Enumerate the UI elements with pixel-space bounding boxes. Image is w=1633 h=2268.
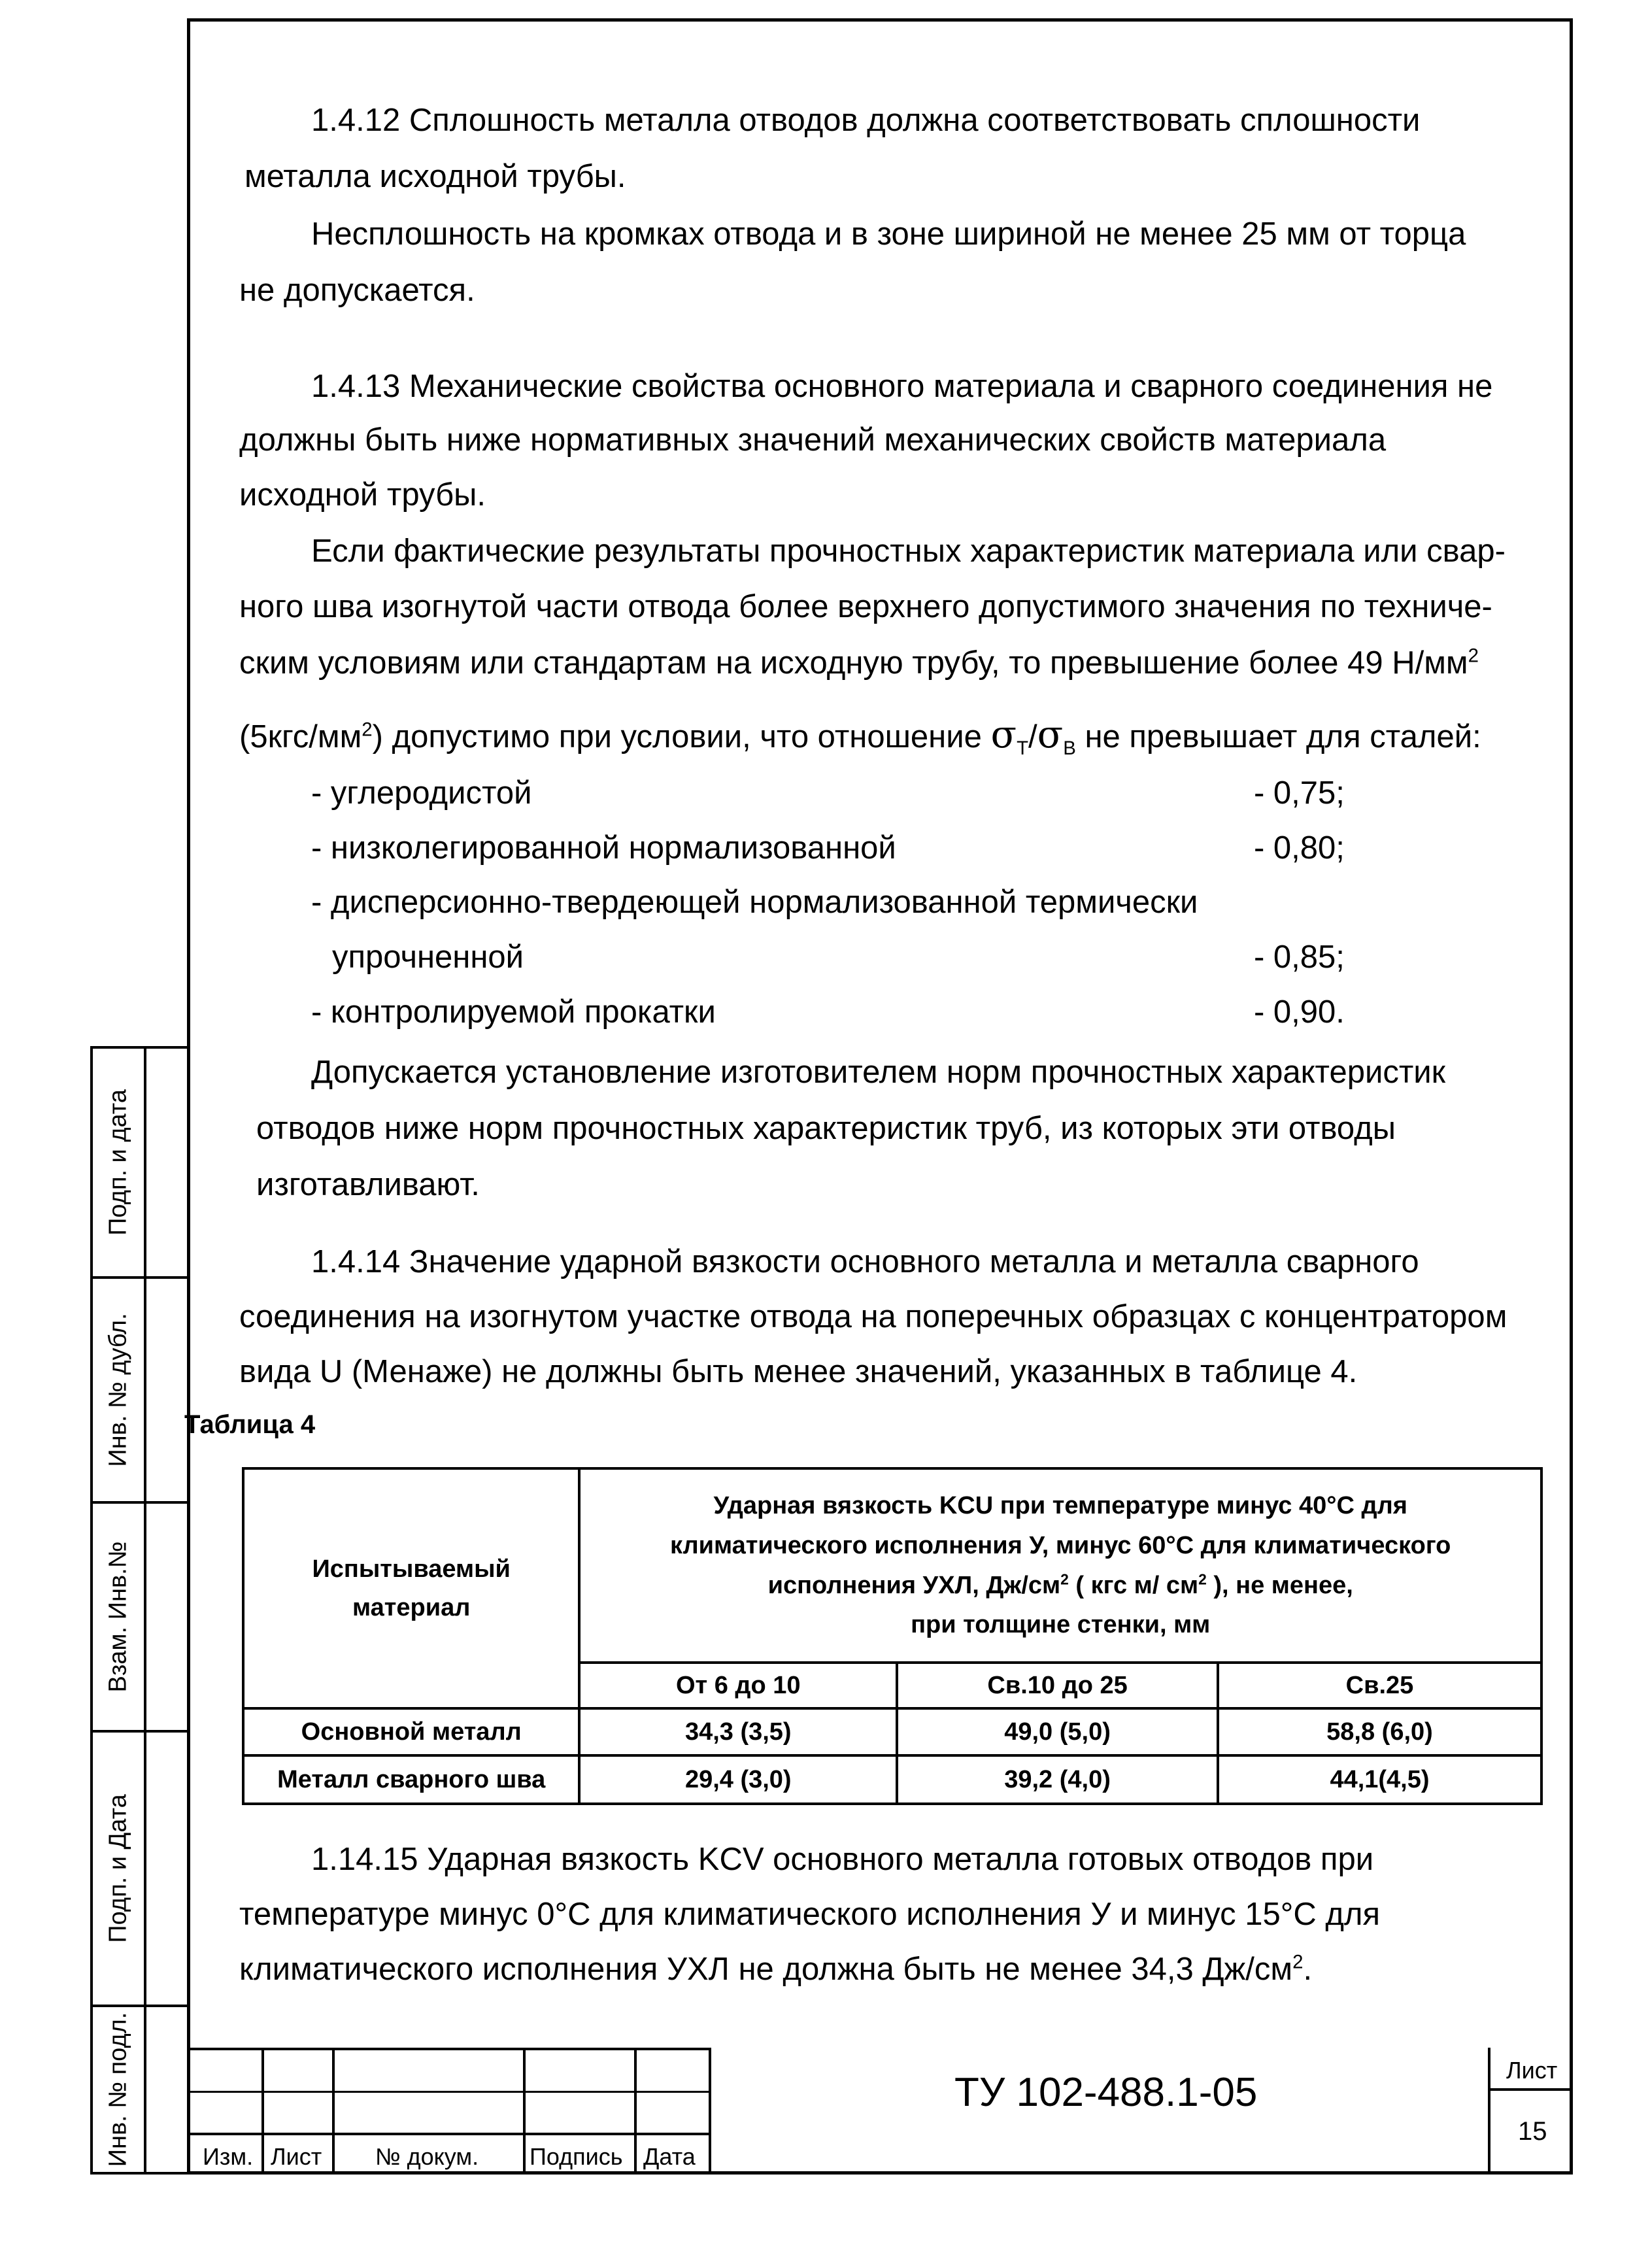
p1412-line4: не допускается. — [239, 273, 475, 308]
p1413-line5: ного шва изогнутой части отвода более верхнего допустимого значения по техниче- — [239, 589, 1492, 624]
stamp-label-izm: Изм. — [203, 2143, 254, 2170]
steel-name: - контролируемой прокатки — [311, 994, 716, 1030]
table-header-kcu: Ударная вязкость KCU при температуре минус 40°С для климатического исполнения У, минус 60°С для климатического исполнения УХЛ, $Дж/см^2$ ( кгс м/ $см^2$ ), не менее, при толщине стенки, мм — [579, 1468, 1541, 1663]
side-stamp-inv-podl — [90, 2005, 190, 2175]
p1413-line3: исходной трубы. — [239, 477, 486, 513]
p-allowed-line1: Допускается установление изготовителем норм прочностных характеристик — [311, 1055, 1446, 1090]
steel-name: - дисперсионно-твердеющей нормализованной термически — [311, 885, 1198, 920]
steel-name: - низколегированной нормализованной — [311, 830, 896, 866]
table-4 — [242, 1467, 1543, 1805]
steel-name: упрочненной — [332, 939, 524, 975]
p1412-line1: 1.4.12 Сплошность металла отводов должна соответствовать сплошности — [311, 103, 1421, 138]
steel-value: - 0,75; — [1254, 775, 1345, 811]
table-col-header: От 6 до 10 — [579, 1663, 897, 1708]
stamp-label-list: Лист — [271, 2143, 322, 2170]
side-label: Подп. и Дата — [104, 1794, 132, 1943]
table-caption: Таблица 4 — [184, 1410, 316, 1439]
side-label: Инв. № подл. — [104, 2012, 132, 2167]
table-cell: 44,1(4,5) — [1218, 1755, 1541, 1804]
steel-value: - 0,80; — [1254, 830, 1345, 866]
stamp-label-podpis: Подпись — [530, 2143, 623, 2170]
document-number: ТУ 102-488.1-05 — [954, 2070, 1258, 2115]
table-cell: 29,4 (3,0) — [579, 1755, 897, 1804]
table-cell-material: Основной металл — [243, 1708, 579, 1755]
side-label: Подп. и дата — [104, 1089, 132, 1236]
p1414-line1: 1.4.14 Значение ударной вязкости основного металла и металла сварного — [311, 1244, 1419, 1279]
table-row — [243, 1708, 1541, 1755]
p1412-line2: металла исходной трубы. — [244, 159, 626, 194]
table-header-material: Испытываемый материал — [243, 1468, 579, 1708]
stamp-sheet-number: 15 — [1518, 2117, 1547, 2146]
table-cell: 58,8 (6,0) — [1218, 1708, 1541, 1755]
table-cell: 34,3 (3,5) — [579, 1708, 897, 1755]
table-row — [243, 1755, 1541, 1804]
p11415-line3: климатического исполнения УХЛ не должна быть не менее 34,3 $Дж/см^2$. — [239, 1951, 1313, 1987]
table-col-header: Св.10 до 25 — [897, 1663, 1218, 1708]
stamp-sheet-label: Лист — [1506, 2057, 1558, 2084]
steel-value: - 0,85; — [1254, 939, 1345, 975]
side-stamp-inv-dubl — [90, 1276, 190, 1504]
side-stamp-vzam-inv — [90, 1501, 190, 1733]
stamp-label-data: Дата — [643, 2143, 696, 2170]
p1413-line4: Если фактические результаты прочностных характеристик материала или свар- — [311, 533, 1506, 569]
side-label: Инв. № дубл. — [104, 1313, 132, 1467]
stamp-label-nom-dokum: № докум. — [375, 2143, 479, 2170]
table-cell: 39,2 (4,0) — [897, 1755, 1218, 1804]
side-label: Взам. Инв.№ — [104, 1541, 132, 1693]
sigma-symbol: σ — [1037, 712, 1064, 756]
p-allowed-line3: изготавливают. — [256, 1167, 480, 1202]
p1413-line7: $(5кгс/мм^2)$ допустимо при условии, что отношение $\sigma_Т/\sigma_В$ не превышает для сталей: — [239, 712, 1481, 759]
steel-value: - 0,90. — [1254, 994, 1345, 1030]
table-cell: 49,0 (5,0) — [897, 1708, 1218, 1755]
p1414-line3: вида U (Менаже) не должны быть менее значений, указанных в таблице 4. — [239, 1354, 1358, 1389]
p11415-line2: температуре минус 0°С для климатического исполнения У и минус 15°С для — [239, 1897, 1381, 1932]
title-block — [190, 2048, 1573, 2175]
p1413-line6: ским условиям или стандартам на исходную трубу, то превышение более 49 $Н/мм^2$ — [239, 645, 1479, 681]
p1413-line1: 1.4.13 Механические свойства основного материала и сварного соединения не — [311, 369, 1493, 404]
side-stamp-podp-data2 — [90, 1730, 190, 2007]
table-cell-material: Металл сварного шва — [243, 1755, 579, 1804]
table-col-header: Св.25 — [1218, 1663, 1541, 1708]
side-stamp-podp-data — [90, 1046, 190, 1279]
p-allowed-line2: отводов ниже норм прочностных характеристик труб, из которых эти отводы — [256, 1111, 1396, 1146]
p11415-line1: 1.14.15 Ударная вязкость KCV основного металла готовых отводов при — [311, 1842, 1374, 1877]
sigma-symbol: σ — [990, 712, 1017, 756]
p1412-line3: Несплошность на кромках отвода и в зоне шириной не менее 25 мм от торца — [311, 216, 1466, 252]
p1413-line2: должны быть ниже нормативных значений механических свойств материала — [239, 422, 1387, 458]
steel-name: - углеродистой — [311, 775, 532, 811]
p1414-line2: соединения на изогнутом участке отвода на поперечных образцах с концентратором — [239, 1299, 1507, 1334]
